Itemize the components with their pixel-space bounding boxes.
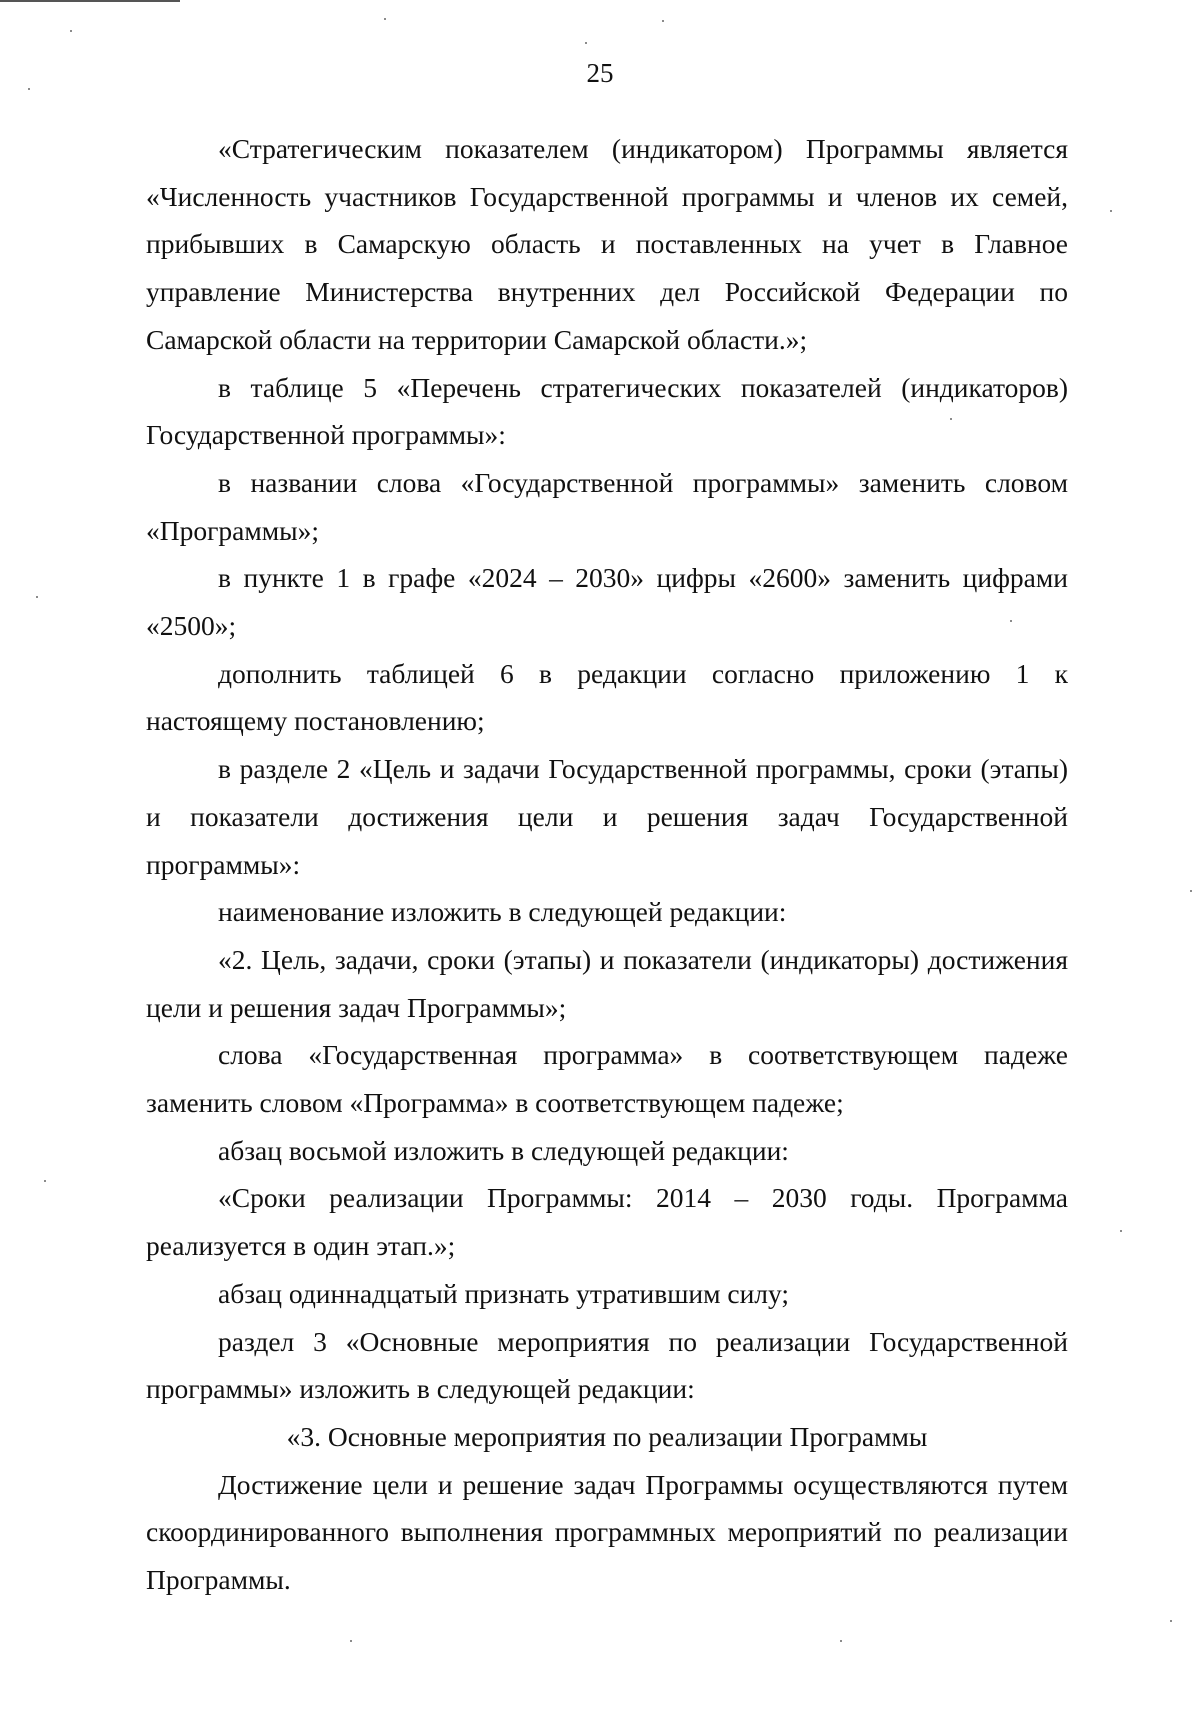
paragraph-strategic-indicator: «Стратегическим показателем (индикатором) Программы является «Численность участников Государственной программы и членов их семей, прибывших в Самарскую область и поставленных на учет в Главное управление Министерства внутренних дел Российской Федерации по Самарской области на территории Самарской области.»; — [146, 133, 1068, 355]
scan-speck — [70, 30, 72, 32]
scan-speck — [384, 18, 386, 20]
paragraph-words-replace: слова «Государственная программа» в соответствующем падеже заменить словом «Программа» в соответствующем падеже; — [146, 1039, 1068, 1119]
paragraph-item-1-change: в пункте 1 в графе «2024 – 2030» цифры «2600» заменить цифрами «2500»; — [146, 562, 1068, 642]
paragraph-table-title-change: в названии слова «Государственной программы» заменить словом «Программы»; — [146, 466, 1068, 546]
scan-speck — [585, 42, 587, 44]
paragraph-section-2: в разделе 2 «Цель и задачи Государственной программы, сроки (этапы) и показатели достижения цели и решения задач Государственной программы»: — [146, 753, 1068, 880]
scan-speck — [950, 418, 952, 420]
paragraph-name-change: наименование изложить в следующей редакции: — [218, 896, 787, 928]
paragraph-terms: «Сроки реализации Программы: 2014 – 2030 годы. Программа реализуется в один этап.»; — [146, 1182, 1068, 1262]
scan-speck — [662, 20, 664, 22]
paragraph-eighth-abzac: абзац восьмой изложить в следующей редакции: — [218, 1134, 789, 1166]
scan-speck — [44, 1180, 46, 1182]
scan-edge-line — [0, 0, 180, 2]
paragraph-goal-achievement: Достижение цели и решение задач Программы осуществляются путем скоординированного выполнения программных мероприятий по реализации Программы. — [146, 1468, 1068, 1596]
scan-speck — [1170, 1620, 1172, 1622]
paragraph-eleventh-abzac: абзац одиннадцатый признать утратившим силу; — [218, 1277, 790, 1309]
scan-speck — [1110, 210, 1112, 212]
scan-speck — [350, 1640, 352, 1642]
scan-speck — [36, 596, 38, 598]
scan-speck — [1190, 890, 1192, 892]
paragraph-add-table-6: дополнить таблицей 6 в редакции согласно приложению 1 к настоящему постановлению; — [146, 657, 1068, 737]
scan-speck — [28, 88, 30, 90]
paragraph-table-5: в таблице 5 «Перечень стратегических показателей (индикаторов) Государственной программы»: — [146, 371, 1068, 451]
section-3-heading: «3. Основные мероприятия по реализации Программы — [286, 1420, 928, 1452]
paragraph-section-3: раздел 3 «Основные мероприятия по реализации Государственной программы» изложить в следующей редакции: — [146, 1325, 1068, 1405]
scan-speck — [1010, 620, 1012, 622]
paragraph-section-2-title: «2. Цель, задачи, сроки (этапы) и показатели (индикаторы) достижения цели и решения задач Программы»; — [146, 943, 1068, 1023]
page-number: 25 — [586, 58, 614, 88]
document-body — [146, 125, 1068, 1604]
scan-speck — [840, 1640, 842, 1642]
scan-speck — [1120, 1230, 1122, 1232]
